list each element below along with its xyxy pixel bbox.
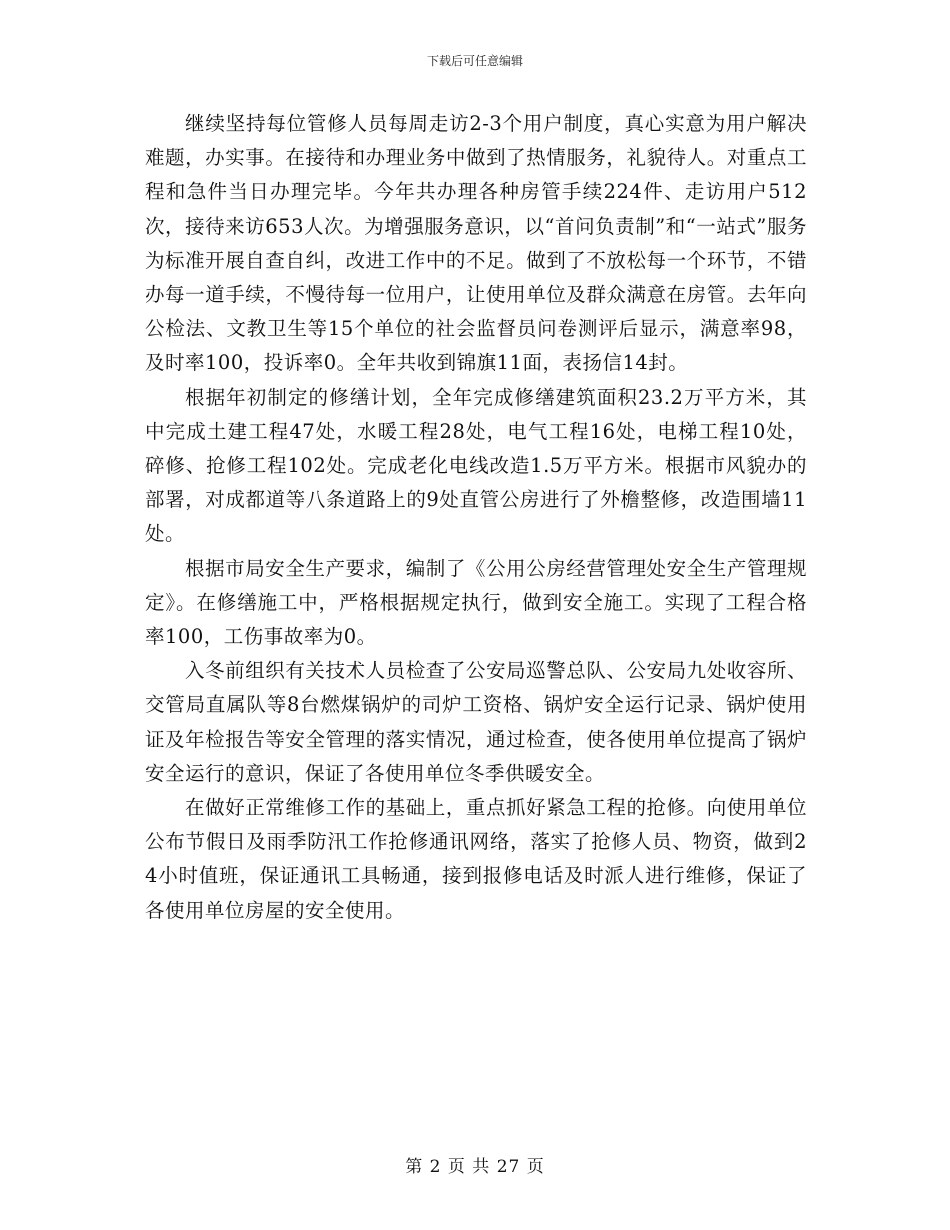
current-page-number: 2 (429, 1157, 442, 1177)
paragraph-user-service: 继续坚持每位管修人员每周走访2-3个用户制度，真心实意为用户解决难题，办实事。在接待和办理业务中做到了热情服务，礼貌待人。对重点工程和急件当日办理完毕。今年共办理各种房管手续224件、走访用户512次，接待来访653人次。为增强服务意识，以“首问负责制”和“一站式”服务为标准开展自查自纠，改进工作中的不足。做到了不放松每一个环节，不错办每一道手续，不慢待每一位用户，让使用单位及群众满意在房管。去年向公检法、文教卫生等15个单位的社会监督员问卷测评后显示，满意率98，及时率100，投诉率0。全年共收到锦旗11面，表扬信14封。 (145, 112, 807, 375)
paragraph-boiler-inspection: 入冬前组织有关技术人员检查了公安局巡警总队、公安局九处收容所、交管局直属队等8台燃煤锅炉的司炉工资格、锅炉安全运行记录、锅炉使用证及年检报告等安全管理的落实情况，通过检查，使各使用单位提高了锅炉安全运行的意识，保证了各使用单位冬季供暖安全。 (145, 659, 807, 785)
page-label-prefix: 第 (405, 1157, 424, 1177)
paragraph-safety-production: 根据市局安全生产要求，编制了《公用公房经营管理处安全生产管理规定》。在修缮施工中，严格根据规定执行，做到安全施工。实现了工程合格率100，工伤事故率为0。 (145, 556, 807, 649)
page-label-mid: 页 共 (447, 1157, 491, 1177)
total-pages-number: 27 (496, 1157, 521, 1177)
paragraph-repair-plan: 根据年初制定的修缮计划，全年完成修缮建筑面积23.2万平方米，其中完成土建工程47处，水暖工程28处，电气工程16处，电梯工程10处，碎修、抢修工程102处。完成老化电线改造1.5万平方米。根据市风貌办的部署，对成都道等八条道路上的9处直管公房进行了外檐整修，改造围墙11处。 (145, 385, 807, 546)
page-label-suffix: 页 (526, 1157, 545, 1177)
page-footer (0, 1152, 950, 1177)
paragraph-emergency-repair: 在做好正常维修工作的基础上，重点抓好紧急工程的抢修。向使用单位公布节假日及雨季防汛工作抢修通讯网络，落实了抢修人员、物资，做到24小时值班，保证通讯工具畅通，接到报修电话及时派人进行维修，保证了各使用单位房屋的安全使用。 (145, 796, 807, 922)
document-body (145, 107, 807, 928)
page-header: 下载后可任意编辑 (426, 54, 523, 68)
